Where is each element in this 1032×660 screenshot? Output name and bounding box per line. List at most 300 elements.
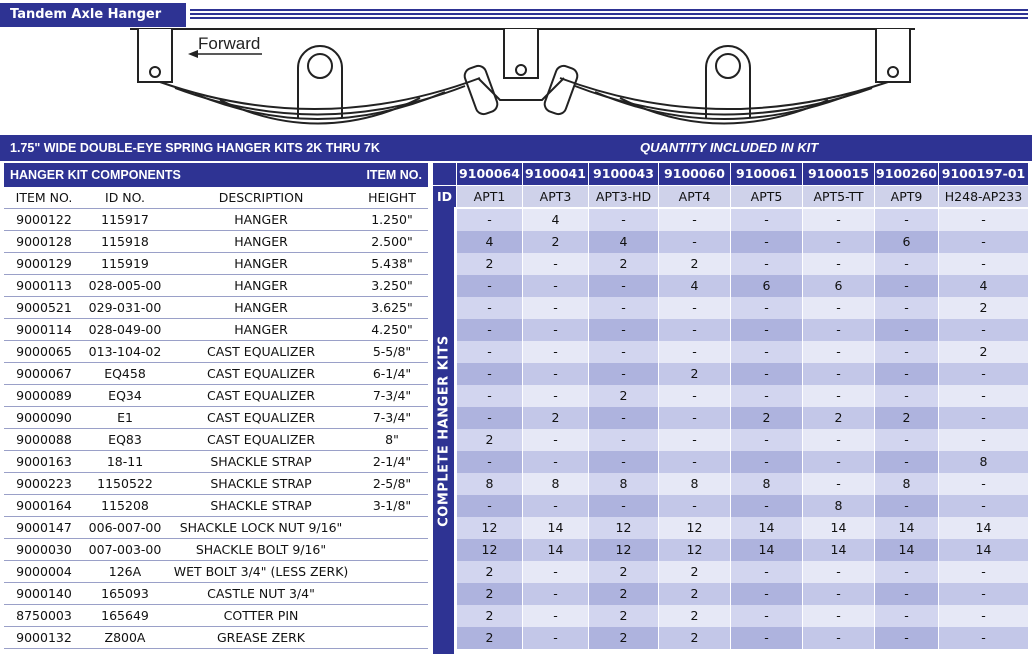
section-subtitle: 1.75" WIDE DOUBLE-EYE SPRING HANGER KITS 2K THRU 7K <box>10 141 380 155</box>
kit-quantity-cell: 2 <box>588 561 658 583</box>
kit-quantity-cell: - <box>522 627 588 649</box>
kit-quantity-cell: - <box>874 495 938 517</box>
component-item-no: 9000132 <box>16 630 72 645</box>
kit-quantity-cell: - <box>874 451 938 473</box>
col-description: DESCRIPTION <box>218 190 304 205</box>
kit-quantity-cell: - <box>730 561 802 583</box>
quantity-row <box>456 275 1028 297</box>
component-description: SHACKLE LOCK NUT 9/16" <box>179 520 343 535</box>
kit-item-header: 9100015 <box>802 163 874 185</box>
kit-quantity-cell: - <box>456 363 522 385</box>
kit-quantity-cell: - <box>588 407 658 429</box>
kit-quantity-cell: - <box>522 385 588 407</box>
component-height: 4.250" <box>371 322 413 337</box>
component-height: 3.625" <box>371 300 413 315</box>
component-row <box>4 319 428 341</box>
kit-quantity-cell: - <box>522 363 588 385</box>
kit-quantity-cell: 2 <box>456 561 522 583</box>
component-item-no: 9000147 <box>16 520 72 535</box>
quantity-row <box>456 341 1028 363</box>
quantity-row <box>456 495 1028 517</box>
component-height <box>356 517 428 538</box>
kit-quantity-cell: - <box>730 495 802 517</box>
kit-quantity-cell: 12 <box>456 517 522 539</box>
kit-quantity-cell: 12 <box>456 539 522 561</box>
component-row <box>4 253 428 275</box>
component-row <box>4 407 428 429</box>
kit-quantity-cell: - <box>802 253 874 275</box>
component-description: CAST EQUALIZER <box>206 432 316 447</box>
front-hanger <box>138 28 172 82</box>
kit-quantity-cell: 2 <box>588 627 658 649</box>
kit-quantity-cell: 2 <box>938 341 1028 363</box>
kit-quantity-cell: 2 <box>588 253 658 275</box>
component-row <box>4 297 428 319</box>
kit-quantity-cell: - <box>874 583 938 605</box>
kit-quantity-cell: - <box>730 605 802 627</box>
kit-quantity-cell: - <box>802 429 874 451</box>
kit-id-header: APT4 <box>658 186 730 207</box>
quantity-row <box>456 231 1028 253</box>
component-description: GREASE ZERK <box>217 630 305 645</box>
kit-quantity-cell: - <box>730 341 802 363</box>
quantity-row <box>456 209 1028 231</box>
component-id-no: 165649 <box>101 608 149 623</box>
kit-quantity-cell: - <box>522 451 588 473</box>
component-description: HANGER <box>234 300 288 315</box>
kit-quantity-cell: 8 <box>938 451 1028 473</box>
col-height: HEIGHT <box>368 190 416 205</box>
kit-quantity-cell: 2 <box>456 253 522 275</box>
kit-id-header: APT5-TT <box>802 186 874 207</box>
kit-quantity-cell: 2 <box>522 407 588 429</box>
kit-item-header: 9100060 <box>658 163 730 185</box>
quantity-row <box>456 363 1028 385</box>
kit-quantity-cell: 2 <box>588 385 658 407</box>
kit-quantity-cell: 12 <box>588 539 658 561</box>
component-height: 5.438" <box>371 256 413 271</box>
component-row <box>4 341 428 363</box>
complete-hanger-kits-sidebar <box>433 207 454 654</box>
side-label: COMPLETE HANGER KITS <box>436 334 451 527</box>
kit-quantity-cell: - <box>938 319 1028 341</box>
quantity-row <box>456 517 1028 539</box>
kit-item-header: 9100064 <box>456 163 522 185</box>
kit-quantity-cell: 14 <box>874 517 938 539</box>
component-item-no: 9000163 <box>16 454 72 469</box>
components-header <box>4 163 428 187</box>
component-item-no: 9000065 <box>16 344 72 359</box>
component-item-no: 9000090 <box>16 410 72 425</box>
kit-quantity-cell: 6 <box>802 275 874 297</box>
component-height <box>356 605 428 626</box>
kit-quantity-cell: 14 <box>938 539 1028 561</box>
kit-item-header: 9100041 <box>522 163 588 185</box>
kit-quantity-cell: - <box>456 297 522 319</box>
kit-quantity-cell: 14 <box>730 539 802 561</box>
component-id-no: 029-031-00 <box>88 300 162 315</box>
kit-quantity-cell: - <box>730 297 802 319</box>
component-item-no: 9000089 <box>16 388 72 403</box>
component-item-no: 9000122 <box>16 212 72 227</box>
kit-quantity-cell: 4 <box>658 275 730 297</box>
component-id-no: 028-049-00 <box>88 322 162 337</box>
kit-quantity-cell: - <box>938 209 1028 231</box>
kit-quantity-cell: 4 <box>456 231 522 253</box>
kit-quantity-cell: - <box>658 385 730 407</box>
tandem-axle-diagram <box>0 28 1032 132</box>
component-description: SHACKLE STRAP <box>210 476 312 491</box>
kit-quantity-cell: - <box>658 429 730 451</box>
kit-quantity-cell: 2 <box>658 561 730 583</box>
component-description: HANGER <box>234 212 288 227</box>
kit-quantity-cell: - <box>938 561 1028 583</box>
kit-quantity-cell: - <box>874 363 938 385</box>
component-row <box>4 517 428 539</box>
col-item-no: ITEM NO. <box>15 190 73 205</box>
kit-quantity-cell: 6 <box>730 275 802 297</box>
component-row <box>4 363 428 385</box>
kit-quantity-cell: 2 <box>658 605 730 627</box>
front-leaf-spring <box>160 78 480 109</box>
kit-quantity-cell: - <box>874 319 938 341</box>
quantity-row <box>456 451 1028 473</box>
kit-quantity-cell: - <box>730 451 802 473</box>
kit-quantity-cell: 2 <box>588 605 658 627</box>
kit-item-header: 9100260 <box>874 163 938 185</box>
component-description: HANGER <box>234 234 288 249</box>
kit-quantity-cell: - <box>522 429 588 451</box>
rear-hanger <box>876 28 910 82</box>
kit-quantity-cell: 12 <box>588 517 658 539</box>
kit-quantity-cell: 2 <box>456 627 522 649</box>
kit-quantity-cell: 14 <box>522 517 588 539</box>
component-height <box>356 627 428 648</box>
component-row <box>4 627 428 649</box>
component-height: 7-3/4" <box>372 410 412 425</box>
component-height <box>356 539 428 560</box>
kit-quantity-cell: 8 <box>658 473 730 495</box>
kit-quantity-cell: - <box>588 275 658 297</box>
rear-u-bolt <box>706 46 750 118</box>
component-item-no: 9000140 <box>16 586 72 601</box>
component-description: CAST EQUALIZER <box>206 388 316 403</box>
kit-quantity-cell: - <box>802 473 874 495</box>
kit-quantity-cell: 2 <box>522 231 588 253</box>
kit-quantity-cell: - <box>874 297 938 319</box>
kit-quantity-cell: 14 <box>802 539 874 561</box>
kit-quantity-cell: 2 <box>874 407 938 429</box>
component-height <box>356 583 428 604</box>
component-description: SHACKLE STRAP <box>210 498 312 513</box>
component-item-no: 8750003 <box>16 608 72 623</box>
kit-quantity-cell: - <box>938 495 1028 517</box>
kit-quantity-cell: - <box>522 605 588 627</box>
component-row <box>4 583 428 605</box>
kit-quantity-cell: - <box>658 297 730 319</box>
component-id-no: 1150522 <box>97 476 153 491</box>
kit-quantity-cell: 14 <box>730 517 802 539</box>
kit-quantity-cell: - <box>588 495 658 517</box>
kit-quantity-cell: - <box>658 495 730 517</box>
kit-quantity-cell: - <box>730 385 802 407</box>
component-item-no: 9000129 <box>16 256 72 271</box>
kit-quantity-cell: 8 <box>730 473 802 495</box>
kit-quantity-cell: - <box>938 253 1028 275</box>
component-id-no: 115917 <box>101 212 149 227</box>
quantity-row <box>456 319 1028 341</box>
component-height: 2-1/4" <box>372 454 412 469</box>
component-id-no: 006-007-00 <box>88 520 162 535</box>
kit-quantity-cell: - <box>802 341 874 363</box>
kit-quantity-cell: - <box>730 583 802 605</box>
kit-quantity-cell: - <box>802 363 874 385</box>
kit-quantity-cell: - <box>802 319 874 341</box>
component-description: SHACKLE STRAP <box>210 454 312 469</box>
component-row <box>4 539 428 561</box>
component-height: 5-5/8" <box>372 344 412 359</box>
kit-quantity-cell: - <box>730 363 802 385</box>
component-description: CAST EQUALIZER <box>206 344 316 359</box>
kit-quantity-cell: 2 <box>658 627 730 649</box>
component-id-no: 165093 <box>101 586 149 601</box>
kit-quantity-cell: 2 <box>588 583 658 605</box>
component-item-no: 9000030 <box>16 542 72 557</box>
kit-id-header: APT1 <box>456 186 522 207</box>
component-item-no: 9000223 <box>16 476 72 491</box>
center-hanger <box>504 28 538 78</box>
component-row <box>4 231 428 253</box>
component-height: 2.500" <box>371 234 413 249</box>
kit-quantity-cell: 4 <box>522 209 588 231</box>
quantity-row <box>456 429 1028 451</box>
kit-quantity-cell: 4 <box>588 231 658 253</box>
component-row <box>4 385 428 407</box>
kit-quantity-cell: 2 <box>802 407 874 429</box>
component-id-no: EQ83 <box>108 432 142 447</box>
component-id-no: 126A <box>108 564 142 579</box>
quantity-row <box>456 297 1028 319</box>
kit-id-header: APT9 <box>874 186 938 207</box>
components-heading: HANGER KIT COMPONENTS <box>10 168 181 182</box>
component-row <box>4 561 428 583</box>
id-label: ID <box>433 186 456 207</box>
component-id-no: E1 <box>117 410 133 425</box>
kit-quantity-cell: - <box>658 407 730 429</box>
kit-quantity-cell: - <box>456 319 522 341</box>
kit-quantity-cell: - <box>522 253 588 275</box>
kit-quantity-cell: - <box>730 231 802 253</box>
kit-quantity-cell: 14 <box>802 517 874 539</box>
kit-quantity-cell: 2 <box>658 253 730 275</box>
kit-quantity-cell: 2 <box>658 363 730 385</box>
quantity-row <box>456 561 1028 583</box>
kit-quantity-cell: - <box>588 297 658 319</box>
kit-quantity-cell: - <box>938 583 1028 605</box>
kit-quantity-cell: - <box>456 341 522 363</box>
component-row <box>4 209 428 231</box>
kit-quantity-cell: - <box>874 341 938 363</box>
component-height: 8" <box>385 432 399 447</box>
kit-quantity-cell: - <box>588 319 658 341</box>
kit-quantity-cell: 2 <box>456 583 522 605</box>
kit-quantity-cell: - <box>802 451 874 473</box>
kit-quantity-cell: - <box>522 583 588 605</box>
component-description: WET BOLT 3/4" (LESS ZERK) <box>173 564 349 579</box>
component-description: CASTLE NUT 3/4" <box>207 586 315 601</box>
component-height: 1.250" <box>371 212 413 227</box>
component-row <box>4 275 428 297</box>
kit-quantity-cell: - <box>938 407 1028 429</box>
component-height <box>356 561 428 582</box>
kit-quantity-cell: - <box>730 319 802 341</box>
kit-quantity-cell: - <box>874 627 938 649</box>
component-height: 3.250" <box>371 278 413 293</box>
kit-quantity-cell: - <box>730 429 802 451</box>
kit-quantity-cell: - <box>874 429 938 451</box>
quantity-row <box>456 539 1028 561</box>
component-row <box>4 429 428 451</box>
component-description: HANGER <box>234 278 288 293</box>
kit-quantity-cell: - <box>802 231 874 253</box>
kit-quantity-cell: - <box>522 319 588 341</box>
component-item-no: 9000004 <box>16 564 72 579</box>
kit-quantity-cell: 2 <box>456 605 522 627</box>
kit-header-left-cap <box>433 163 456 185</box>
kit-quantity-cell: - <box>522 297 588 319</box>
quantity-row <box>456 253 1028 275</box>
kit-quantity-cell: 12 <box>658 517 730 539</box>
component-id-no: 115919 <box>101 256 149 271</box>
kit-quantity-cell: - <box>456 495 522 517</box>
kit-quantity-cell: 8 <box>874 473 938 495</box>
kit-quantity-cell: 8 <box>522 473 588 495</box>
kit-quantity-cell: 4 <box>938 275 1028 297</box>
component-row <box>4 451 428 473</box>
component-height: 7-3/4" <box>372 388 412 403</box>
front-u-bolt <box>298 46 342 118</box>
kit-item-header: 9100061 <box>730 163 802 185</box>
kit-id-header: APT3 <box>522 186 588 207</box>
component-item-no: 9000114 <box>16 322 72 337</box>
kit-quantity-cell: - <box>802 385 874 407</box>
component-description: HANGER <box>234 256 288 271</box>
kit-quantity-cell: - <box>522 341 588 363</box>
kit-quantity-cell: - <box>456 275 522 297</box>
page-title: Tandem Axle Hanger Kits <box>0 3 186 27</box>
kit-quantity-cell: - <box>874 561 938 583</box>
kit-quantity-cell: - <box>456 385 522 407</box>
kit-quantity-cell: - <box>522 561 588 583</box>
component-height: 3-1/8" <box>372 498 412 513</box>
kit-quantity-cell: 2 <box>938 297 1028 319</box>
component-id-no: 028-005-00 <box>88 278 162 293</box>
equalizer <box>478 78 564 100</box>
component-height: 2-5/8" <box>372 476 412 491</box>
item-no-heading: ITEM NO. <box>366 168 422 182</box>
kit-id-header: APT3-HD <box>588 186 658 207</box>
kit-quantity-cell: - <box>802 209 874 231</box>
kit-quantity-cell: - <box>938 627 1028 649</box>
kit-quantity-cell: - <box>522 275 588 297</box>
kit-quantity-cell: - <box>730 253 802 275</box>
component-height: 6-1/4" <box>372 366 412 381</box>
component-description: CAST EQUALIZER <box>206 410 316 425</box>
component-id-no: EQ458 <box>104 366 146 381</box>
kit-quantity-cell: - <box>658 231 730 253</box>
kit-quantity-cell: - <box>802 583 874 605</box>
quantity-row <box>456 627 1028 649</box>
kit-quantity-cell: - <box>874 275 938 297</box>
component-description: CAST EQUALIZER <box>206 366 316 381</box>
kit-quantity-cell: - <box>658 319 730 341</box>
kit-quantity-cell: - <box>588 429 658 451</box>
kit-quantity-cell: - <box>456 451 522 473</box>
component-description: COTTER PIN <box>223 608 299 623</box>
kit-item-header: 9100197-01 <box>938 163 1028 185</box>
kit-quantity-cell: 14 <box>522 539 588 561</box>
kit-quantity-cell: 6 <box>874 231 938 253</box>
col-id-no: ID NO. <box>105 190 145 205</box>
kit-quantity-cell: - <box>938 363 1028 385</box>
kit-quantity-cell: 12 <box>658 539 730 561</box>
kit-id-header: APT5 <box>730 186 802 207</box>
kit-quantity-cell: 2 <box>658 583 730 605</box>
quantity-row <box>456 583 1028 605</box>
kit-quantity-cell: - <box>730 627 802 649</box>
kit-quantity-cell: 8 <box>802 495 874 517</box>
quantity-row <box>456 385 1028 407</box>
forward-label: Forward <box>198 34 261 53</box>
kit-id-header: H248-AP233 <box>938 186 1028 207</box>
kit-item-header: 9100043 <box>588 163 658 185</box>
kit-quantity-cell: - <box>802 297 874 319</box>
component-row <box>4 605 428 627</box>
kit-quantity-cell: - <box>874 253 938 275</box>
kit-quantity-cell: - <box>658 209 730 231</box>
kit-quantity-cell: - <box>802 605 874 627</box>
kit-quantity-cell: 2 <box>730 407 802 429</box>
component-description: SHACKLE BOLT 9/16" <box>195 542 327 557</box>
column-header-row <box>4 187 428 209</box>
component-id-no: 18-11 <box>106 454 144 469</box>
kit-quantity-cell: - <box>658 451 730 473</box>
kit-quantity-cell: - <box>588 341 658 363</box>
kit-quantity-cell: 2 <box>456 429 522 451</box>
component-id-no: 007-003-00 <box>88 542 162 557</box>
kit-quantity-cell: 14 <box>938 517 1028 539</box>
kit-quantity-cell: - <box>874 209 938 231</box>
kit-quantity-cell: - <box>588 209 658 231</box>
kit-quantity-cell: - <box>802 627 874 649</box>
rear-leaf-spring <box>560 78 888 109</box>
component-description: HANGER <box>234 322 288 337</box>
kit-quantity-cell: - <box>588 451 658 473</box>
component-id-no: EQ34 <box>108 388 142 403</box>
component-item-no: 9000521 <box>16 300 72 315</box>
kit-quantity-cell: - <box>938 231 1028 253</box>
kit-quantity-cell: - <box>938 473 1028 495</box>
quantity-heading: QUANTITY INCLUDED IN KIT <box>640 140 819 155</box>
component-item-no: 9000164 <box>16 498 72 513</box>
kit-quantity-cell: 14 <box>874 539 938 561</box>
component-id-no: Z800A <box>104 630 146 645</box>
kit-quantity-cell: - <box>456 407 522 429</box>
kit-quantity-cell: - <box>938 605 1028 627</box>
kit-quantity-cell: - <box>588 363 658 385</box>
quantity-row <box>456 605 1028 627</box>
kit-quantity-cell: 8 <box>588 473 658 495</box>
